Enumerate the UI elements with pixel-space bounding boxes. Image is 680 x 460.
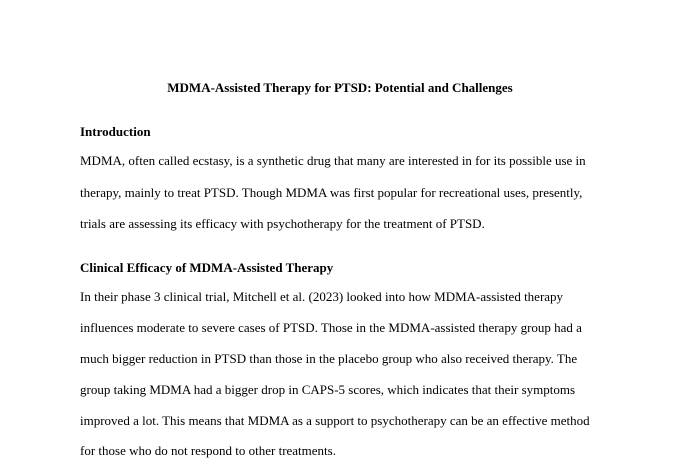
paragraph-line: much bigger reduction in PTSD than those in the placebo group who also received therapy. The (80, 351, 578, 366)
section-heading-introduction: Introduction (80, 124, 151, 139)
paragraph-line: trials are assessing its efficacy with psychotherapy for the treatment of PTSD. (80, 216, 485, 231)
paragraph-line: MDMA, often called ecstasy, is a synthetic drug that many are interested in for its possible use in (80, 153, 586, 168)
paragraph-line: group taking MDMA had a bigger drop in CAPS-5 scores, which indicates that their symptoms (80, 382, 576, 397)
paragraph-line: therapy, mainly to treat PTSD. Though MDMA was first popular for recreational uses, presently, (80, 185, 583, 200)
paragraph-line: improved a lot. This means that MDMA as a support to psychotherapy can be an effective method (80, 413, 590, 428)
paragraph-line: In their phase 3 clinical trial, Mitchell et al. (2023) looked into how MDMA-assisted therapy (80, 289, 564, 304)
section-heading-clinical-efficacy: Clinical Efficacy of MDMA-Assisted Therapy (80, 260, 334, 275)
document-title: MDMA-Assisted Therapy for PTSD: Potential and Challenges (167, 80, 513, 95)
paragraph-line: for those who do not respond to other treatments. (80, 443, 336, 458)
paragraph-line: influences moderate to severe cases of PTSD. Those in the MDMA-assisted therapy group had a (80, 320, 582, 335)
